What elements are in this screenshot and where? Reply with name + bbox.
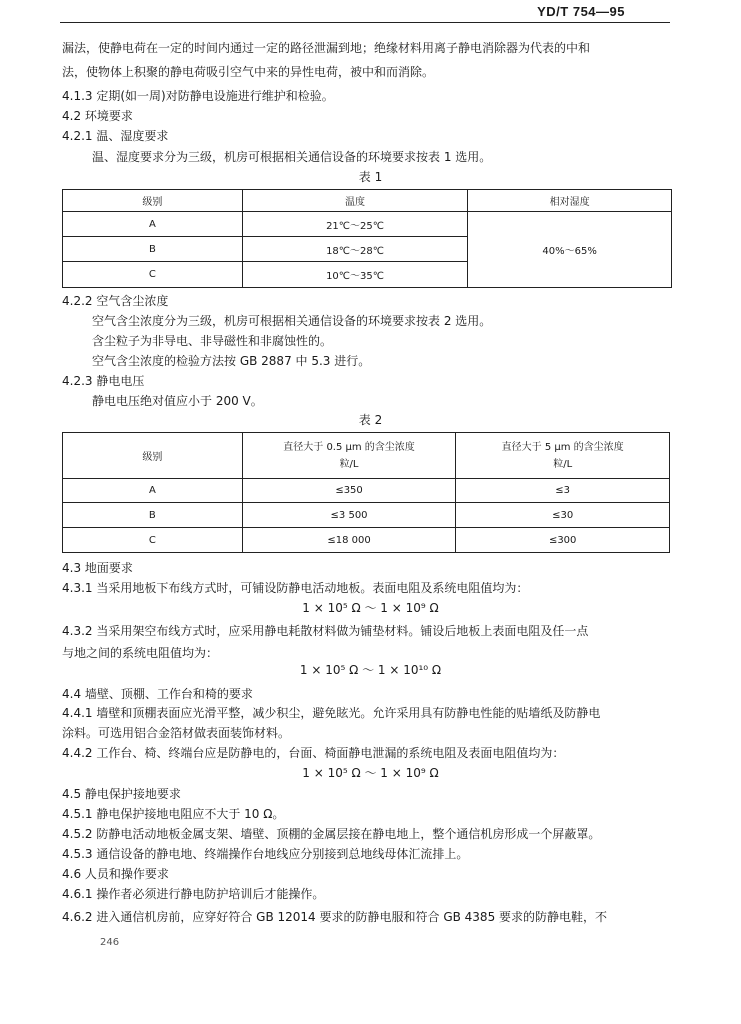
section-4-3-heading: 4.3 地面要求 (62, 561, 133, 575)
paragraph-line: 空气含尘浓度分为三级，机房可根据相关通信设备的环境要求按表 2 选用。 (92, 314, 492, 328)
table-cell: ≤3 (456, 479, 670, 503)
table-cell: B (63, 503, 243, 528)
paragraph-line: 法，使物体上积聚的静电荷吸引空气中来的异性电荷，被中和而消除。 (62, 65, 435, 79)
paragraph-line: 空气含尘浓度的检验方法按 GB 2887 中 5.3 进行。 (92, 354, 371, 368)
table-header-cell: 温度 (242, 190, 468, 212)
header-rule (60, 22, 670, 23)
header-line: 直径大于 5 μm 的含尘浓度 (501, 441, 624, 453)
table-header-cell: 相对湿度 (468, 190, 672, 212)
table-2 (62, 432, 670, 553)
table-cell: C (63, 262, 243, 288)
table-cell: ≤300 (456, 528, 670, 553)
table-cell: ≤30 (456, 503, 670, 528)
clause-4-3-2: 4.3.2 当采用架空布线方式时，应采用静电耗散材料做为铺垫材料。铺设后地板上表面电阻及任一点 (62, 624, 589, 638)
table-2-caption: 表 2 (358, 413, 383, 427)
table-cell: C (63, 528, 243, 553)
paragraph-line: 涂料。可选用铝合金箔材做表面装饰材料。 (62, 726, 291, 740)
section-4-5-heading: 4.5 静电保护接地要求 (62, 787, 181, 801)
paragraph-line: 漏法，使静电荷在一定的时间内通过一定的路径泄漏到地；绝缘材料用离子静电消除器为代表的中和 (62, 41, 591, 55)
table-header-cell (242, 433, 456, 479)
clause-4-3-1: 4.3.1 当采用地板下布线方式时，可铺设防静电活动地板。表面电阻及系统电阻值均为： (62, 581, 529, 595)
formula: 1 × 10⁵ Ω ～ 1 × 10¹⁰ Ω (299, 663, 442, 677)
clause-4-4-1: 4.4.1 墙壁和顶棚表面应光滑平整，减少积尘，避免眩光。允许采用具有防静电性能的贴墙纸及防静电 (62, 706, 601, 720)
clause-4-5-2: 4.5.2 防静电活动地板金属支架、墙壁、顶棚的金属层接在静电地上，整个通信机房形成一个屏蔽罩。 (62, 827, 601, 841)
table-header-cell: 级别 (63, 190, 243, 212)
section-4-2-heading: 4.2 环境要求 (62, 109, 133, 123)
formula: 1 × 10⁵ Ω ～ 1 × 10⁹ Ω (302, 766, 439, 780)
clause-4-4-2: 4.4.2 工作台、椅、终端台应是防静电的，台面、椅面静电泄漏的系统电阻及表面电阻值均为： (62, 746, 565, 760)
paragraph-line: 静电电压绝对值应小于 200 V。 (92, 394, 263, 408)
header-line: 直径大于 0.5 μm 的含尘浓度 (283, 441, 415, 453)
paragraph-line: 含尘粒子为非导电、非导磁性和非腐蚀性的。 (92, 334, 333, 348)
paragraph-line: 与地之间的系统电阻值均为： (62, 646, 219, 660)
table-cell: 18℃～28℃ (242, 237, 468, 262)
page-number: 246 (100, 937, 120, 948)
section-4-6-heading: 4.6 人员和操作要求 (62, 867, 169, 881)
table-1 (62, 189, 672, 288)
standard-code-header: YD/T 754—95 (537, 4, 625, 19)
clause-4-5-3: 4.5.3 通信设备的静电地、终端操作台地线应分别接到总地线母体汇流排上。 (62, 847, 469, 861)
table-cell: ≤18 000 (242, 528, 456, 553)
clause-4-5-1: 4.5.1 静电保护接地电阻应不大于 10 Ω。 (62, 807, 285, 821)
table-cell: 40%～65% (468, 212, 672, 288)
clause-4-2-1-heading: 4.2.1 温、湿度要求 (62, 129, 169, 143)
table-cell: ≤3 500 (242, 503, 456, 528)
table-cell: A (63, 479, 243, 503)
table-cell: B (63, 237, 243, 262)
clause-4-6-2: 4.6.2 进入通信机房前，应穿好符合 GB 12014 要求的防静电服和符合 GB 4385 要求的防静电鞋，不 (62, 910, 608, 924)
formula: 1 × 10⁵ Ω ～ 1 × 10⁹ Ω (302, 601, 439, 615)
table-cell: 21℃～25℃ (242, 212, 468, 237)
clause-4-2-3-heading: 4.2.3 静电电压 (62, 374, 145, 388)
table-cell: A (63, 212, 243, 237)
table-cell: ≤350 (242, 479, 456, 503)
section-4-4-heading: 4.4 墙壁、顶棚、工作台和椅的要求 (62, 687, 253, 701)
header-line: 粒/L (339, 458, 359, 470)
table-header-cell (456, 433, 670, 479)
clause-4-1-3: 4.1.3 定期(如一周)对防静电设施进行维护和检验。 (62, 89, 334, 103)
header-line: 粒/L (553, 458, 573, 470)
table-header-cell: 级别 (63, 433, 243, 479)
table-1-caption: 表 1 (358, 170, 383, 184)
table-cell: 10℃～35℃ (242, 262, 468, 288)
clause-4-2-2-heading: 4.2.2 空气含尘浓度 (62, 294, 169, 308)
clause-4-6-1: 4.6.1 操作者必须进行静电防护培训后才能操作。 (62, 887, 325, 901)
paragraph-line: 温、湿度要求分为三级，机房可根据相关通信设备的环境要求按表 1 选用。 (92, 150, 492, 164)
